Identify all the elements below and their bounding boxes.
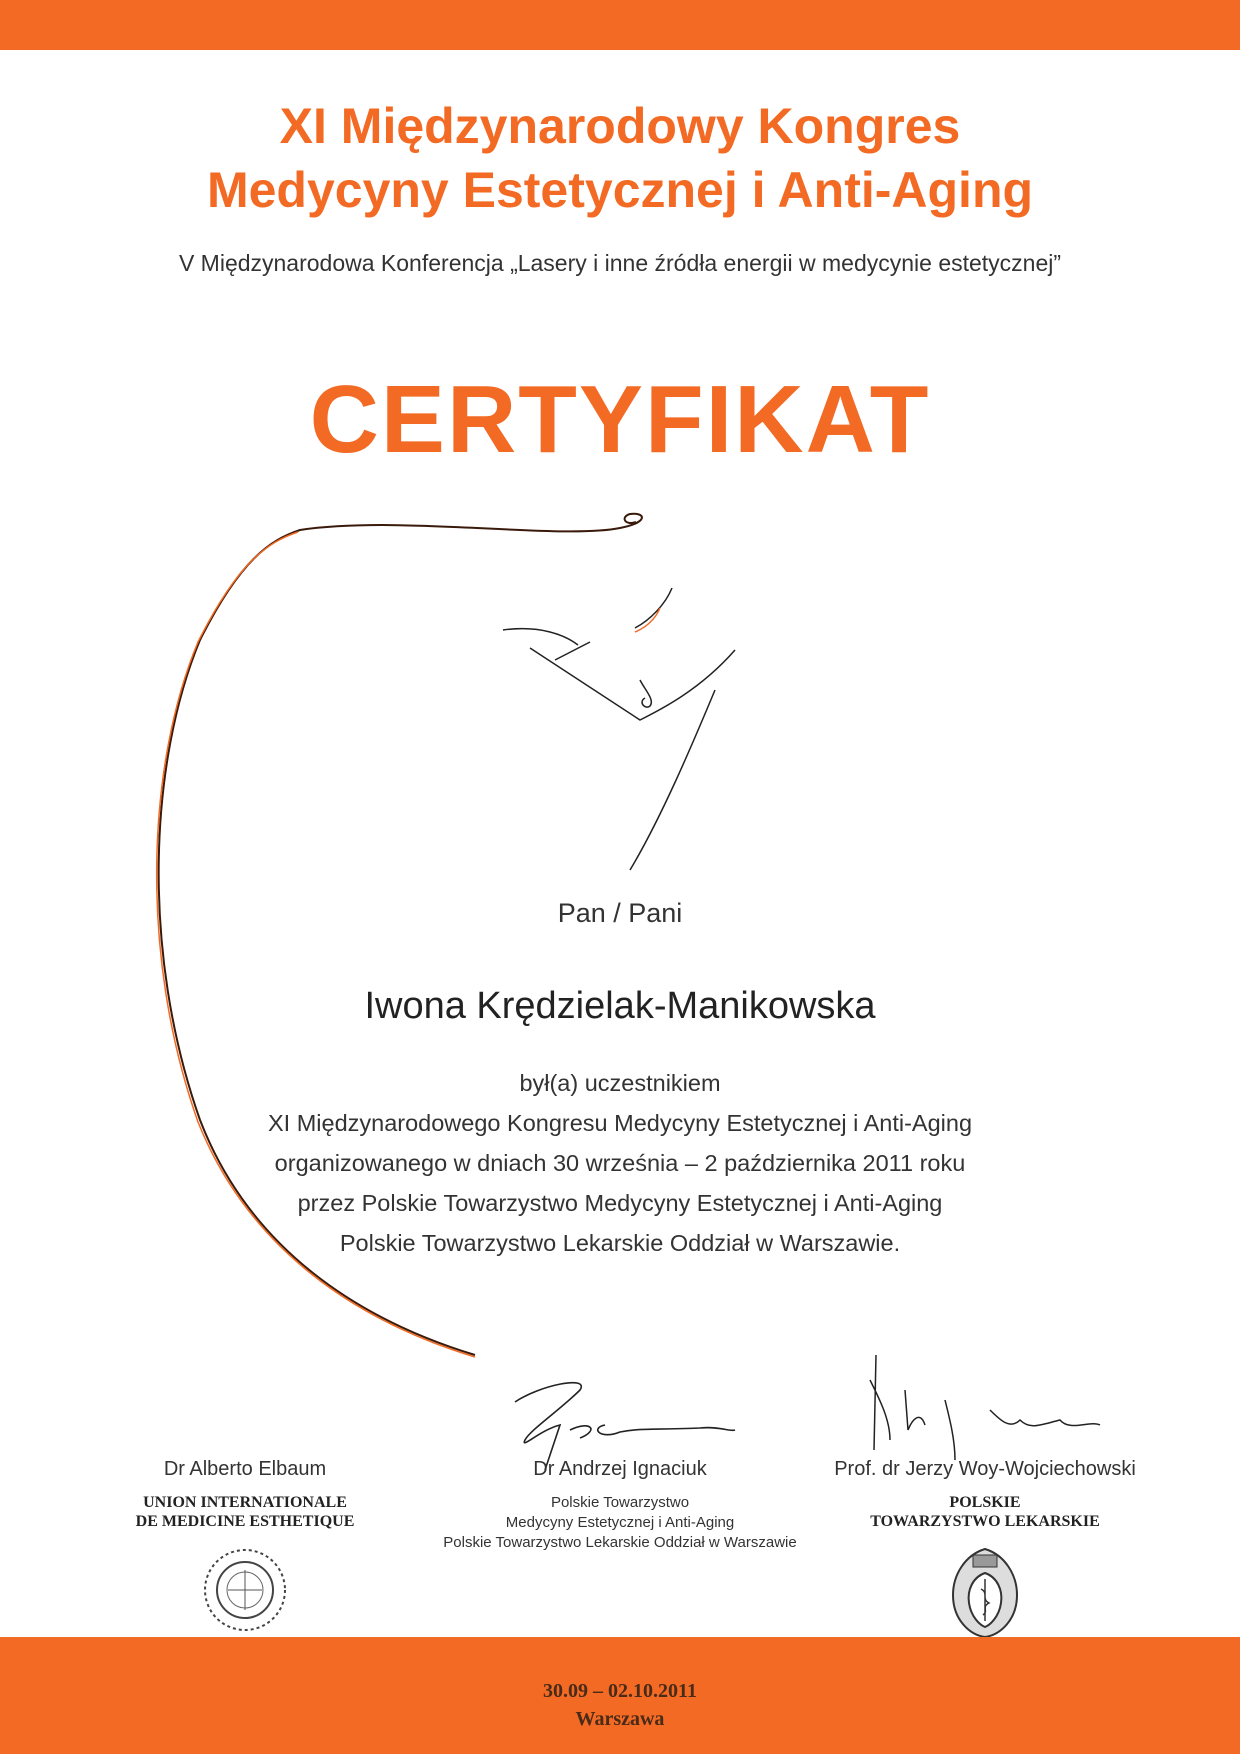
body-line: był(a) uczestnikiem — [519, 1070, 721, 1096]
org-line: DE MEDICINE ESTHETIQUE — [135, 1513, 355, 1530]
uime-seal-icon — [200, 1545, 290, 1635]
footer — [0, 1677, 1240, 1733]
signatory-organization — [35, 1493, 455, 1531]
org-line: Medycyny Estetycznej i Anti-Aging — [505, 1514, 735, 1531]
signatory-name: Dr Andrzej Ignaciuk — [533, 1458, 707, 1480]
signatory-woy-wojciechowski — [775, 1458, 1195, 1641]
signatory-ignaciuk — [410, 1458, 830, 1553]
event-city: Warszawa — [575, 1708, 665, 1730]
body-line: XI Międzynarodowego Kongresu Medycyny Estetycznej i Anti-Aging — [267, 1110, 973, 1136]
conference-subtitle: V Międzynarodowa Konferencja „Lasery i inne źródła energii w medycynie estetycznej” — [178, 250, 1062, 276]
body-line: Polskie Towarzystwo Lekarskie Oddział w Warszawie. — [339, 1230, 901, 1256]
signatory-name: Prof. dr Jerzy Woy-Wojciechowski — [834, 1458, 1136, 1480]
signatory-organization — [410, 1493, 830, 1553]
certificate-body — [0, 1063, 1240, 1263]
org-line: TOWARZYSTWO LEKARSKIE — [870, 1513, 1100, 1530]
title-line-1: XI Międzynarodowy Kongres — [279, 98, 961, 154]
org-line: POLSKIE — [949, 1494, 1021, 1511]
event-dates: 30.09 – 02.10.2011 — [543, 1680, 697, 1702]
body-line: przez Polskie Towarzystwo Medycyny Estetycznej i Anti-Aging — [297, 1190, 943, 1216]
org-line: Polskie Towarzystwo Lekarskie Oddział w Warszawie — [443, 1534, 797, 1551]
signatory-organization — [775, 1493, 1195, 1531]
body-line: organizowanego w dniach 30 września – 2 października 2011 roku — [274, 1150, 966, 1176]
signatory-elbaum — [35, 1458, 455, 1635]
signatory-name: Dr Alberto Elbaum — [163, 1458, 327, 1480]
certificate-heading: CERTYFIKAT — [309, 366, 931, 473]
recipient-name: Iwona Krędzielak-Manikowska — [364, 985, 876, 1027]
salutation: Pan / Pani — [557, 898, 683, 928]
title-line-2: Medycyny Estetycznej i Anti-Aging — [206, 162, 1034, 218]
org-line: UNION INTERNATIONALE — [143, 1494, 347, 1511]
org-line: Polskie Towarzystwo — [550, 1494, 690, 1511]
ptl-coat-of-arms-icon — [945, 1545, 1025, 1641]
